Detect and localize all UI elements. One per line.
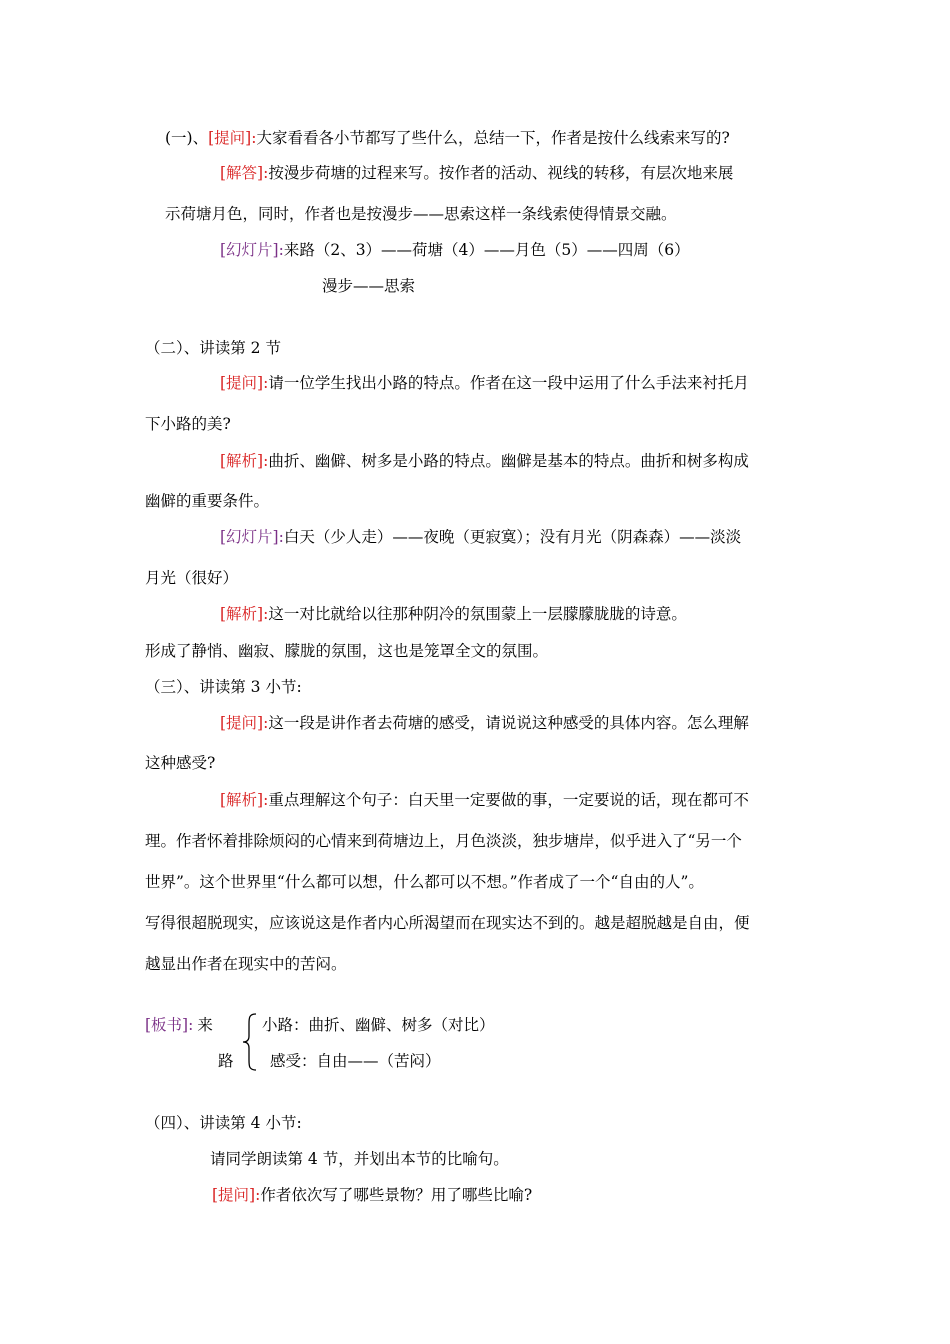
analysis-tag: [解析]: bbox=[220, 791, 269, 809]
question-tag: [提问]: bbox=[220, 714, 269, 732]
curly-brace-icon bbox=[240, 1012, 260, 1072]
s2-answer-line2: 幽僻的重要条件。 bbox=[145, 492, 270, 510]
s2-slide-text1: 白天（少人走）——夜晚（更寂寞）；没有月光（阴森森）——淡淡 bbox=[283, 528, 742, 546]
s3-question-line1 bbox=[220, 712, 749, 734]
s3-answer-text1: 重点理解这个句子：白天里一定要做的事，一定要说的话，现在都可不 bbox=[268, 791, 749, 809]
s2-analysis2-text1: 这一对比就给以往那种阴冷的氛围蒙上一层朦朦胧胧的诗意。 bbox=[268, 605, 687, 623]
s2-analysis2-line2: 形成了静悄、幽寂、朦胧的氛围，这也是笼罩全文的氛围。 bbox=[145, 642, 549, 660]
s1-number: (一)、 bbox=[165, 129, 209, 147]
s2-question-line2: 下小路的美? bbox=[145, 415, 231, 433]
analysis-tag: [解析]: bbox=[220, 452, 269, 470]
board-tag-line bbox=[145, 1014, 213, 1036]
s2-slide-line1 bbox=[220, 526, 741, 548]
board-item-feeling: 感受：自由——（苦闷） bbox=[270, 1052, 441, 1070]
question-tag: [提问]: bbox=[208, 129, 257, 147]
s2-heading: （二）、讲读第 2 节 bbox=[145, 339, 281, 357]
answer-tag: [解答]: bbox=[220, 164, 269, 182]
question-tag: [提问]: bbox=[212, 1186, 261, 1204]
s1-answer-line1 bbox=[220, 162, 733, 184]
s4-instruction: 请同学朗读第 4 节，并划出本节的比喻句。 bbox=[210, 1150, 509, 1168]
board-char-lu: 路 bbox=[218, 1052, 234, 1070]
s4-question-line bbox=[212, 1184, 532, 1206]
s1-slide-text: 来路（2、3）——荷塘（4）——月色（5）——四周（6） bbox=[283, 241, 690, 259]
s1-answer-line2: 示荷塘月色，同时，作者也是按漫步——思索这样一条线索使得情景交融。 bbox=[165, 205, 677, 223]
s2-answer-line1 bbox=[220, 450, 749, 472]
question-tag: [提问]: bbox=[220, 374, 269, 392]
s1-answer-text1: 按漫步荷塘的过程来写。按作者的活动、视线的转移，有层次地来展 bbox=[268, 164, 734, 182]
s4-question-text: 作者依次写了哪些景物？用了哪些比喻? bbox=[260, 1186, 533, 1204]
s4-heading: （四）、讲读第 4 小节: bbox=[145, 1114, 302, 1132]
analysis-tag: [解析]: bbox=[220, 605, 269, 623]
s2-question-line1 bbox=[220, 372, 749, 394]
s2-slide-line2: 月光（很好） bbox=[145, 569, 239, 587]
s1-slide-line bbox=[220, 239, 690, 261]
s1-slide-line2: 漫步——思索 bbox=[322, 277, 416, 295]
s3-heading: （三）、讲读第 3 小节: bbox=[145, 678, 302, 696]
s1-question-text: 大家看看各小节都写了些什么，总结一下，作者是按什么线索来写的? bbox=[256, 129, 730, 147]
s3-question-line2: 这种感受? bbox=[145, 754, 216, 772]
s1-question-line bbox=[165, 127, 730, 149]
board-char-lai: 来 bbox=[197, 1016, 213, 1034]
s2-answer-text1: 曲折、幽僻、树多是小路的特点。幽僻是基本的特点。曲折和树多构成 bbox=[268, 452, 749, 470]
s3-answer-line5: 越显出作者在现实中的苦闷。 bbox=[145, 955, 347, 973]
slide-tag: [幻灯片]: bbox=[220, 241, 284, 259]
slide-tag: [幻灯片]: bbox=[220, 528, 284, 546]
board-tag: [板书]: bbox=[145, 1016, 194, 1034]
s3-question-text1: 这一段是讲作者去荷塘的感受，请说说这种感受的具体内容。怎么理解 bbox=[268, 714, 749, 732]
s3-answer-line2: 理。作者怀着排除烦闷的心情来到荷塘边上，月色淡淡，独步塘岸，似乎进入了“另一个 bbox=[145, 832, 742, 850]
s2-analysis2-line1 bbox=[220, 603, 687, 625]
board-item-path: 小路：曲折、幽僻、树多（对比） bbox=[262, 1016, 495, 1034]
s2-question-text1: 请一位学生找出小路的特点。作者在这一段中运用了什么手法来衬托月 bbox=[268, 374, 749, 392]
s3-answer-line4: 写得很超脱现实，应该说这是作者内心所渴望而在现实达不到的。越是超脱越是自由，便 bbox=[145, 914, 750, 932]
s3-answer-line3: 世界”。这个世界里“什么都可以想，什么都可以不想。”作者成了一个“自由的人”。 bbox=[145, 873, 704, 891]
s3-answer-line1 bbox=[220, 789, 749, 811]
